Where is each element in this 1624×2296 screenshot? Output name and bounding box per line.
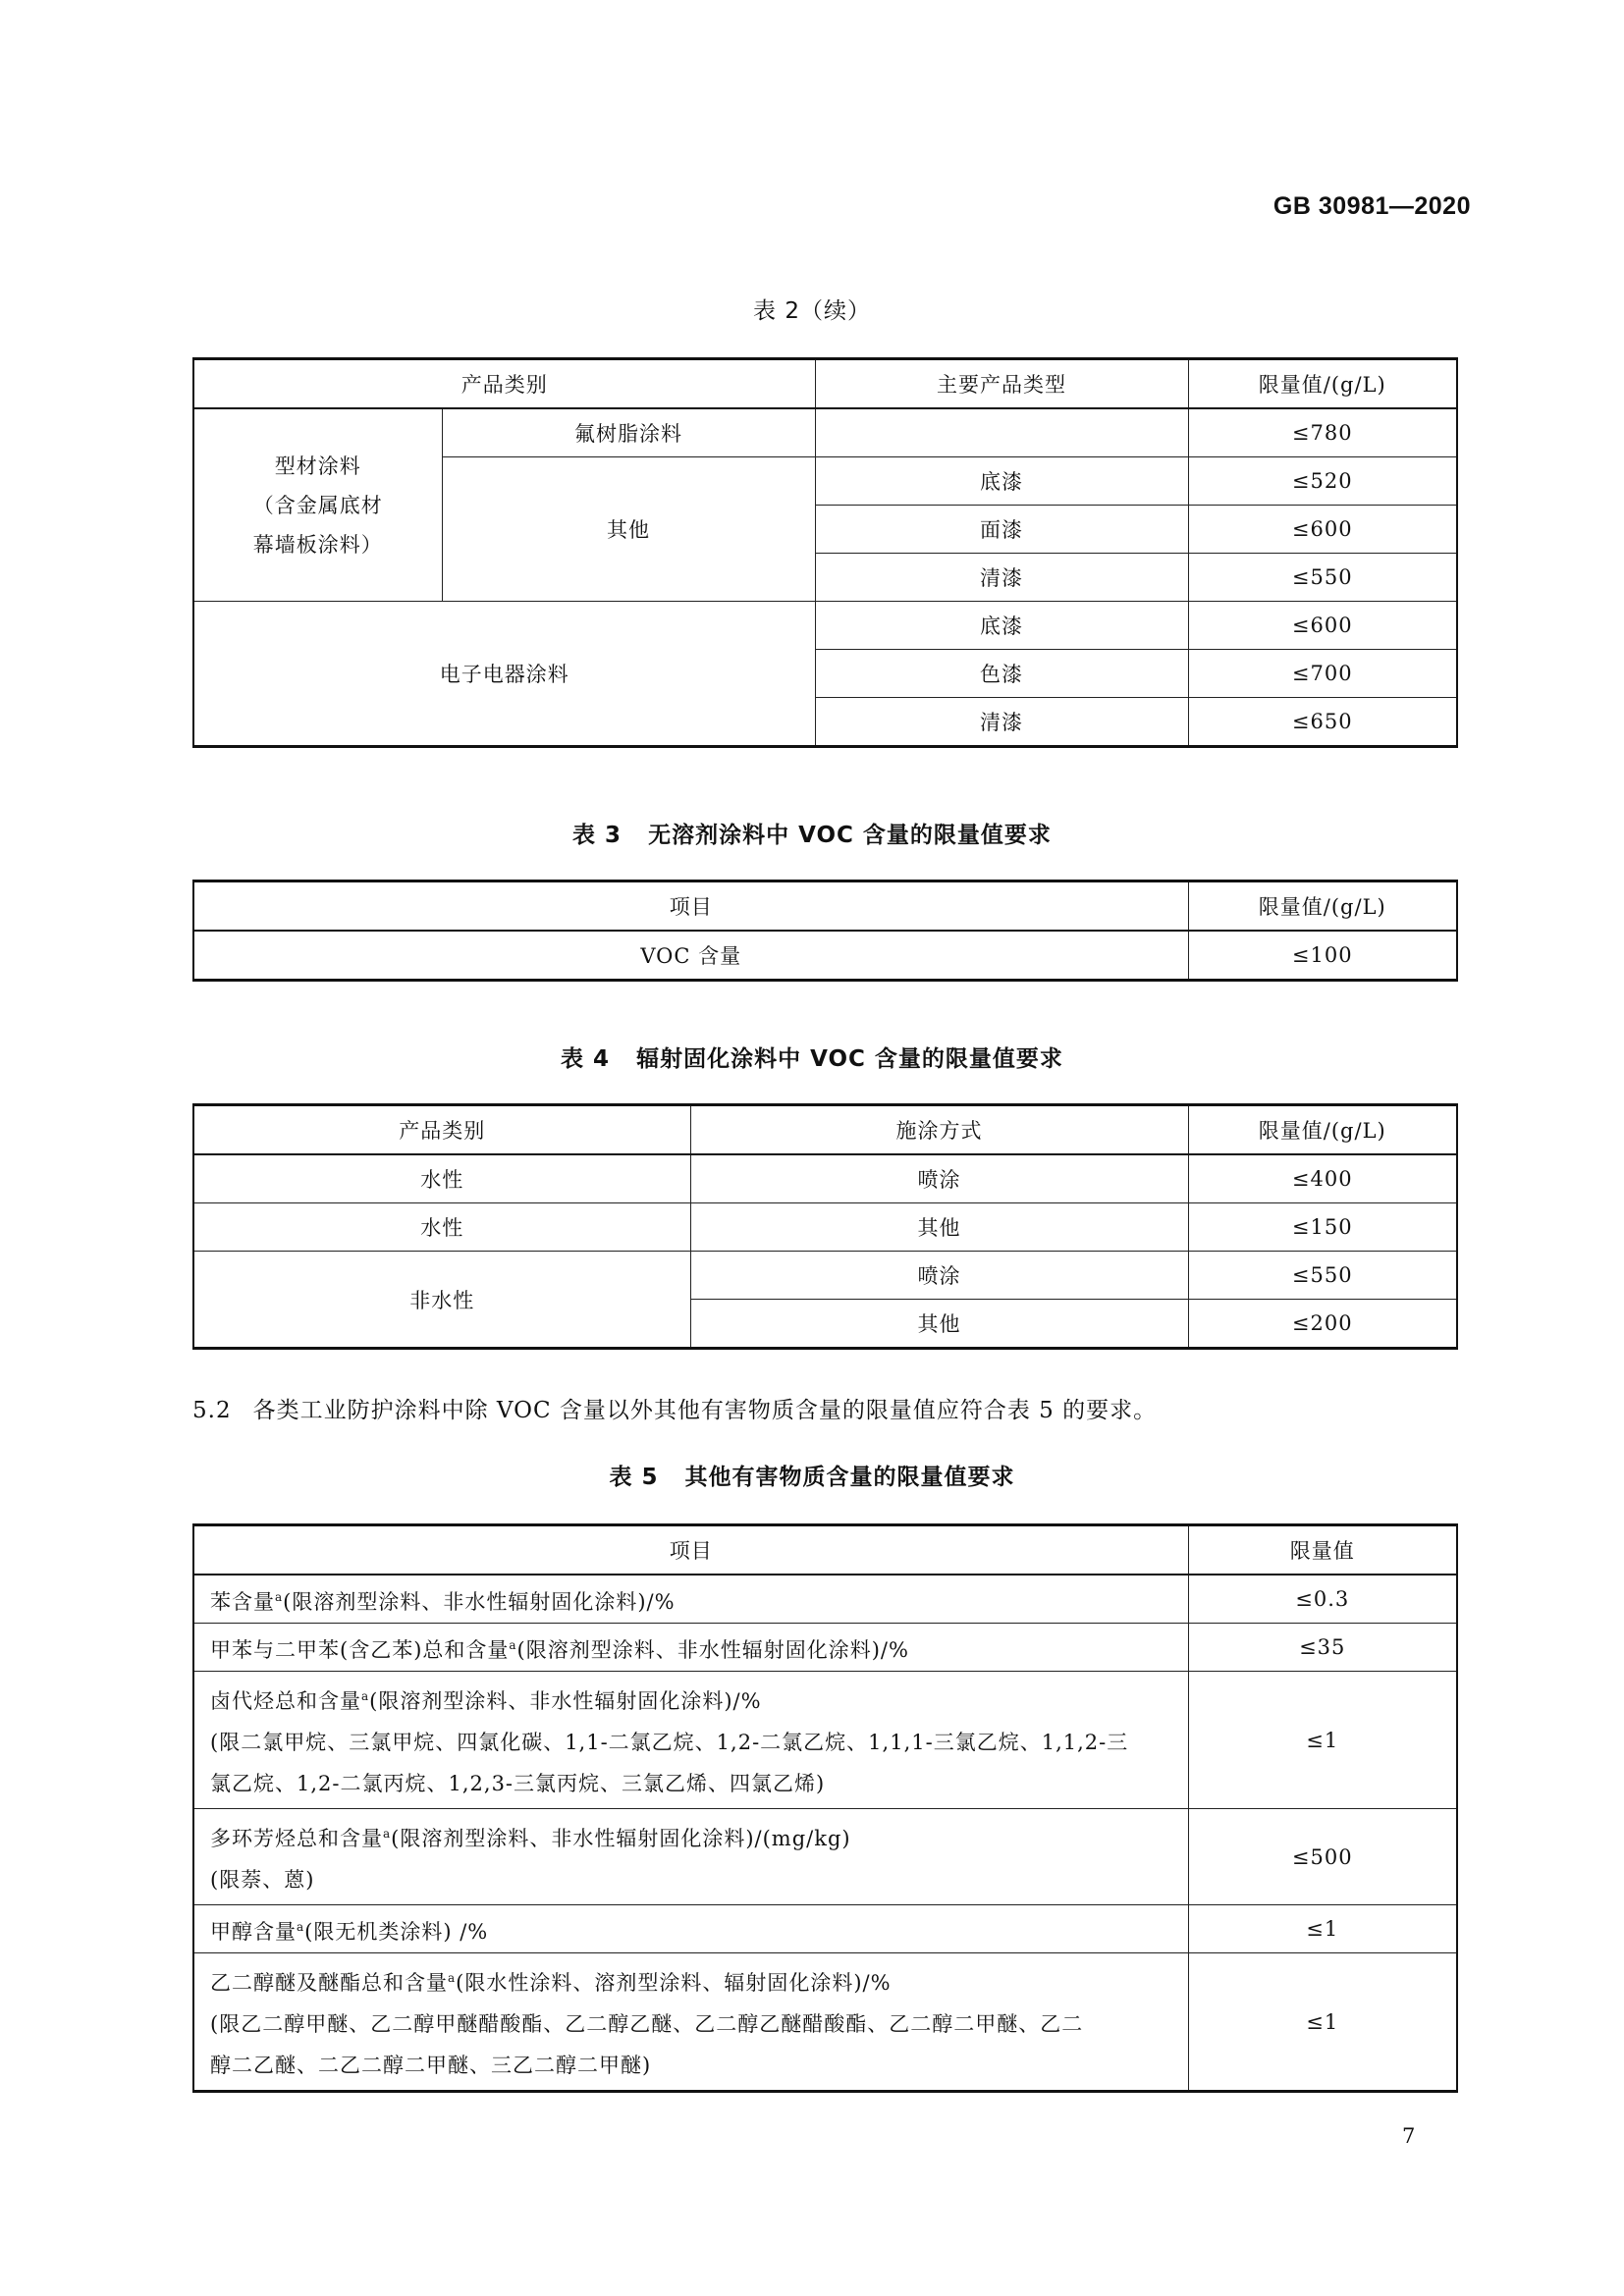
table-row — [193, 1672, 1457, 1809]
footnote-mark: a — [361, 1689, 370, 1703]
item-line — [210, 1813, 1180, 1859]
table4-caption-text: 辐射固化涂料中 VOC 含量的限量值要求 — [636, 1046, 1063, 1072]
fluoro-name-cell: 氟树脂涂料 — [442, 408, 815, 457]
table-row — [193, 1624, 1457, 1672]
limit-cell: ≤1 — [1188, 1672, 1457, 1809]
item-scope: (限水性涂料、溶剂型涂料、辐射固化涂料)/% — [456, 1971, 892, 1995]
table4 — [192, 1103, 1458, 1350]
table2-header-category: 产品类别 — [193, 359, 815, 409]
item-line: 氯乙烷、1,2-二氯丙烷、1,2,3-三氯丙烷、三氯乙烯、四氯乙烯) — [210, 1772, 826, 1795]
limit-cell: ≤200 — [1188, 1300, 1457, 1349]
table2-header-limit: 限量值/(g/L) — [1188, 359, 1457, 409]
type-cell: 底漆 — [815, 457, 1188, 506]
limit-cell: ≤400 — [1188, 1154, 1457, 1203]
table-row — [193, 1203, 1457, 1252]
table-row — [193, 1905, 1457, 1953]
item-line: (限乙二醇甲醚、乙二醇甲醚醋酸酯、乙二醇乙醚、乙二醇乙醚醋酸酯、乙二醇二甲醚、乙二 — [210, 2012, 1084, 2036]
item-name: 乙二醇醚及醚酯总和含量 — [210, 1971, 448, 1995]
footnote-mark: a — [448, 1971, 457, 1985]
table5-header-limit: 限量值 — [1188, 1525, 1457, 1575]
standard-code: GB 30981—2020 — [1272, 192, 1471, 220]
table5-caption-number: 表 5 — [609, 1465, 659, 1490]
table3-caption-text: 无溶剂涂料中 VOC 含量的限量值要求 — [648, 823, 1052, 848]
limit-cell: ≤550 — [1188, 554, 1457, 602]
table2 — [192, 357, 1458, 748]
item-scope: (限溶剂型涂料、非水性辐射固化涂料)/% — [516, 1637, 909, 1662]
method-cell: 喷涂 — [690, 1252, 1188, 1300]
limit-cell: ≤100 — [1188, 931, 1457, 981]
item-scope: (限溶剂型涂料、非水性辐射固化涂料)/(mg/kg) — [391, 1827, 851, 1850]
item-line — [210, 1957, 1180, 2003]
clause-5-2 — [192, 1392, 1157, 1424]
item-cell — [193, 1624, 1188, 1672]
type-cell: 色漆 — [815, 650, 1188, 698]
table3-header-limit: 限量值/(g/L) — [1188, 881, 1457, 932]
limit-cell: ≤1 — [1188, 1905, 1457, 1953]
table2-header-row — [193, 359, 1457, 409]
category-cell: 水性 — [193, 1203, 690, 1252]
table2-caption: 表 2（续） — [753, 298, 871, 324]
item-line: (限萘、蒽) — [210, 1868, 315, 1892]
item-cell: VOC 含量 — [193, 931, 1188, 981]
type-cell: 面漆 — [815, 506, 1188, 554]
method-cell: 其他 — [690, 1203, 1188, 1252]
profile-other-cell: 其他 — [442, 457, 815, 602]
limit-cell: ≤600 — [1188, 506, 1457, 554]
item-line: (限二氯甲烷、三氯甲烷、四氯化碳、1,1-二氯乙烷、1,2-二氯乙烷、1,1,1-三氯乙烷、1,1,2-三 — [210, 1731, 1129, 1754]
footnote-mark: a — [297, 1919, 305, 1934]
table4-caption — [0, 1041, 1624, 1073]
table2-header-type: 主要产品类型 — [815, 359, 1188, 409]
item-line — [210, 1676, 1180, 1722]
item-scope: (限溶剂型涂料、非水性辐射固化涂料)/% — [283, 1589, 676, 1614]
item-name: 甲醇含量 — [210, 1919, 297, 1944]
item-scope: (限溶剂型涂料、非水性辐射固化涂料)/% — [369, 1689, 762, 1713]
item-cell — [193, 1905, 1188, 1953]
category-cell: 水性 — [193, 1154, 690, 1203]
table-row — [193, 1809, 1457, 1905]
limit-cell: ≤0.3 — [1188, 1575, 1457, 1624]
item-cell — [193, 1809, 1188, 1905]
clause-text: 各类工业防护涂料中除 VOC 含量以外其他有害物质含量的限量值应符合表 5 的要求。 — [252, 1398, 1158, 1423]
table3-caption-number: 表 3 — [572, 823, 623, 848]
limit-cell: ≤520 — [1188, 457, 1457, 506]
method-cell: 其他 — [690, 1300, 1188, 1349]
item-scope: (限无机类涂料) /% — [304, 1919, 489, 1944]
table3-header-item: 项目 — [193, 881, 1188, 932]
fluoro-type-cell — [815, 408, 1188, 457]
table-row — [193, 1252, 1457, 1300]
table4-header-category: 产品类别 — [193, 1105, 690, 1155]
limit-cell: ≤150 — [1188, 1203, 1457, 1252]
profile-category-line: 型材涂料 — [274, 454, 361, 478]
table3-header-row — [193, 881, 1457, 932]
item-name: 苯含量 — [210, 1589, 275, 1614]
profile-category-cell — [193, 408, 442, 602]
item-name: 多环芳烃总和含量 — [210, 1827, 383, 1850]
limit-cell: ≤650 — [1188, 698, 1457, 747]
item-name: 卤代烃总和含量 — [210, 1689, 361, 1713]
item-cell — [193, 1953, 1188, 2092]
table-row — [193, 1953, 1457, 2092]
footnote-mark: a — [509, 1637, 517, 1652]
item-line: 醇二乙醚、二乙二醇二甲醚、三乙二醇二甲醚) — [210, 2054, 652, 2077]
fluoro-limit-cell: ≤780 — [1188, 408, 1457, 457]
page-number: 7 — [1402, 2124, 1416, 2148]
table5 — [192, 1523, 1458, 2093]
category-cell: 非水性 — [193, 1252, 690, 1349]
table4-header-limit: 限量值/(g/L) — [1188, 1105, 1457, 1155]
method-cell: 喷涂 — [690, 1154, 1188, 1203]
limit-cell: ≤1 — [1188, 1953, 1457, 2092]
type-cell: 清漆 — [815, 698, 1188, 747]
table-row — [193, 931, 1457, 981]
profile-category-line: （含金属底材 — [252, 493, 383, 517]
table4-header-row — [193, 1105, 1457, 1155]
clause-number: 5.2 — [192, 1398, 232, 1423]
table5-caption — [0, 1459, 1624, 1491]
footnote-mark: a — [383, 1827, 392, 1841]
footnote-mark: a — [275, 1589, 284, 1604]
limit-cell: ≤550 — [1188, 1252, 1457, 1300]
item-cell — [193, 1672, 1188, 1809]
item-cell — [193, 1575, 1188, 1624]
item-name: 甲苯与二甲苯(含乙苯)总和含量 — [210, 1637, 510, 1662]
table3 — [192, 880, 1458, 982]
table4-header-method: 施涂方式 — [690, 1105, 1188, 1155]
profile-category-line: 幕墙板涂料） — [252, 532, 383, 557]
table5-header-item: 项目 — [193, 1525, 1188, 1575]
limit-cell: ≤500 — [1188, 1809, 1457, 1905]
table-row — [193, 1575, 1457, 1624]
limit-cell: ≤600 — [1188, 602, 1457, 650]
table-row — [193, 602, 1457, 650]
table-row — [193, 1154, 1457, 1203]
electronics-category-cell: 电子电器涂料 — [193, 602, 815, 747]
table3-caption — [0, 817, 1624, 849]
type-cell: 底漆 — [815, 602, 1188, 650]
table5-caption-text: 其他有害物质含量的限量值要求 — [684, 1465, 1015, 1490]
table5-header-row — [193, 1525, 1457, 1575]
table4-caption-number: 表 4 — [561, 1046, 611, 1072]
table-row — [193, 408, 1457, 457]
limit-cell: ≤700 — [1188, 650, 1457, 698]
type-cell: 清漆 — [815, 554, 1188, 602]
limit-cell: ≤35 — [1188, 1624, 1457, 1672]
